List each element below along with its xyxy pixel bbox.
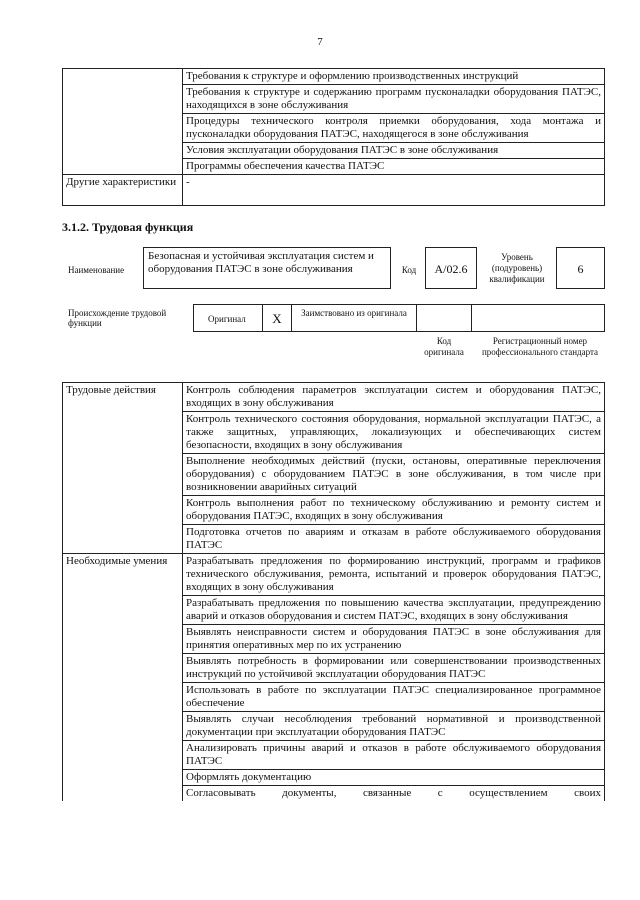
skill-item: Согласовывать документы, связанные с осуществлением своих — [183, 786, 605, 802]
labor-action: Контроль соблюдения параметров эксплуатации систем и оборудования ПАТЭС, входящих в зону обслуживания — [183, 383, 605, 412]
labor-function-table — [62, 382, 605, 801]
knowledge-item: Требования к структуре и оформлению производственных инструкций — [183, 69, 605, 85]
labor-action: Выполнение необходимых действий (пуски, остановы, оперативные переключения оборудования) с оборудованием ПАТЭС в зоне обслуживания, в том числе при возникновении аварийных ситуаций — [183, 454, 605, 496]
original-mark: X — [262, 304, 292, 332]
skill-item: Выявлять потребность в формировании или совершенствовании производственных инструкций по устойчивой эксплуатации оборудования ПАТЭС — [183, 654, 605, 683]
skill-item: Выявлять случаи несоблюдения требований нормативной и производственной документации при эксплуатации оборудования ПАТЭС — [183, 712, 605, 741]
reg-number-label: Регистрационный номер профессионального стандарта — [481, 336, 599, 357]
labor-action: Контроль выполнения работ по техническому обслуживанию и ремонту систем и оборудования ПАТЭС, входящих в зону обслуживания — [183, 496, 605, 525]
skill-item: Анализировать причины аварий и отказов в работе обслуживаемого оборудования ПАТЭС — [183, 741, 605, 770]
origin-code-box — [416, 304, 472, 332]
function-name: Безопасная и устойчивая эксплуатация систем и оборудования ПАТЭС в зоне обслуживания — [143, 247, 391, 289]
qualification-level: 6 — [556, 247, 605, 289]
code-label: Код — [401, 265, 417, 275]
skills-label: Необходимые умения — [63, 554, 183, 802]
skill-item: Выявлять неисправности систем и оборудования ПАТЭС в зоне обслуживания для принятия оперативных мер по их устранению — [183, 625, 605, 654]
skill-item: Использовать в работе по эксплуатации ПАТЭС специализированное программное обеспечение — [183, 683, 605, 712]
knowledge-table — [62, 68, 605, 206]
function-code: A/02.6 — [425, 247, 477, 289]
knowledge-item: Программы обеспечения качества ПАТЭС — [183, 159, 605, 175]
original-label: Оригинал — [193, 304, 263, 332]
other-characteristics-value: - — [183, 175, 605, 206]
borrowed-label: Заимствовано из оригинала — [291, 304, 417, 332]
qualification-level-label: Уровень (подуровень) квалификации — [489, 252, 545, 284]
empty-label-cell — [63, 69, 183, 85]
knowledge-item: Условия эксплуатации оборудования ПАТЭС в зоне обслуживания — [183, 143, 605, 159]
skill-item: Разрабатывать предложения по формированию инструкций, программ и графиков технического обслуживания, ремонта, испытаний и проверок оборудования ПАТЭС, входящих в зону обслуживания — [183, 554, 605, 596]
section-title: 3.1.2. Трудовая функция — [62, 220, 194, 234]
skill-item: Оформлять документацию — [183, 770, 605, 786]
empty-label-cell — [63, 85, 183, 114]
other-characteristics-label: Другие характеристики — [63, 175, 183, 206]
origin-label: Происхождение трудовой функции — [68, 308, 167, 328]
empty-label-cell — [63, 114, 183, 143]
reg-number-box — [471, 304, 605, 332]
skill-item: Разрабатывать предложения по повышению качества эксплуатации, предупреждению аварий и отказов оборудования и систем ПАТЭС, входящих в зону обслуживания — [183, 596, 605, 625]
knowledge-item: Требования к структуре и содержанию программ пусконаладки оборудования ПАТЭС, находящихся в зоне обслуживания — [183, 85, 605, 114]
labor-action: Контроль технического состояния оборудования, нормальной эксплуатации ПАТЭС, а также защитных, управляющих, локализующих и обеспечивающих систем безопасности, входящих в зону обслуживания — [183, 412, 605, 454]
page-number: 7 — [317, 36, 323, 48]
name-label: Наименование — [68, 265, 125, 275]
empty-label-cell — [63, 143, 183, 159]
knowledge-item: Процедуры технического контроля приемки оборудования, хода монтажа и пусконаладки оборудования ПАТЭС, находящегося в зоне обслуживания — [183, 114, 605, 143]
labor-action: Подготовка отчетов по авариям и отказам в работе обслуживаемого оборудования ПАТЭС — [183, 525, 605, 554]
labor-actions-label: Трудовые действия — [63, 383, 183, 554]
empty-label-cell — [63, 159, 183, 175]
origin-code-label: Код оригинала — [424, 336, 464, 357]
